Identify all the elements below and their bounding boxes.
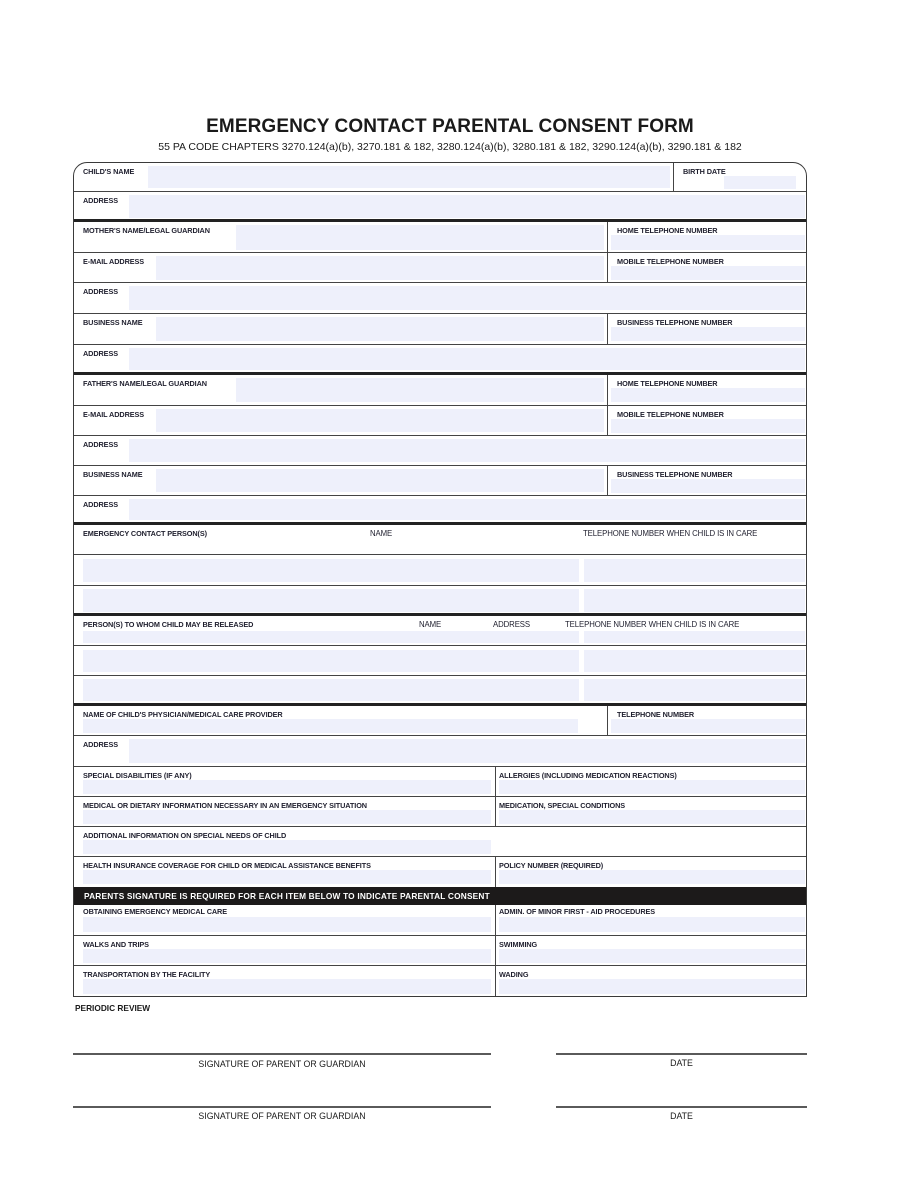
- child-address-label: ADDRESS: [83, 196, 118, 205]
- consent-form: [73, 162, 807, 997]
- signature-line[interactable]: [73, 1053, 491, 1055]
- emergency-name-field[interactable]: [83, 589, 579, 612]
- dietary-label: MEDICAL OR DIETARY INFORMATION NECESSARY IN AN EMERGENCY SITUATION: [83, 801, 367, 810]
- emergency-contact-row: [74, 555, 806, 586]
- mother-business-row: [74, 314, 806, 345]
- consent-first-aid-label: ADMIN. OF MINOR FIRST - AID PROCEDURES: [499, 907, 656, 916]
- father-address-field[interactable]: [129, 439, 805, 462]
- date-line[interactable]: [556, 1053, 807, 1055]
- mother-business-phone-field[interactable]: [611, 327, 805, 341]
- mother-email-field[interactable]: [156, 256, 604, 280]
- release-header-left-field[interactable]: [83, 631, 579, 643]
- consent-row: [74, 966, 806, 997]
- form-title: EMERGENCY CONTACT PARENTAL CONSENT FORM: [206, 116, 694, 137]
- release-name-col-label: NAME: [419, 620, 442, 629]
- mother-mobile-phone-label: MOBILE TELEPHONE NUMBER: [617, 257, 724, 266]
- mother-home-phone-label: HOME TELEPHONE NUMBER: [617, 226, 718, 235]
- release-address-col-label: ADDRESS: [493, 620, 530, 629]
- father-business-name-label: BUSINESS NAME: [83, 470, 143, 479]
- mother-email-row: [74, 253, 806, 283]
- release-name-address-field[interactable]: [83, 679, 579, 701]
- physician-label: NAME OF CHILD'S PHYSICIAN/MEDICAL CARE PROVIDER: [83, 710, 283, 719]
- father-business-name-field[interactable]: [156, 469, 604, 492]
- emergency-phone-field[interactable]: [584, 559, 805, 582]
- release-person-row: [74, 676, 806, 706]
- mother-business-name-label: BUSINESS NAME: [83, 318, 143, 327]
- release-phone-field[interactable]: [584, 650, 805, 672]
- mother-name-label: MOTHER'S NAME/LEGAL GUARDIAN: [83, 226, 210, 235]
- father-mobile-phone-field[interactable]: [611, 419, 805, 433]
- emergency-name-col-label: NAME: [370, 529, 393, 538]
- physician-phone-label: TELEPHONE NUMBER: [617, 710, 695, 719]
- child-name-label: CHILD'S NAME: [83, 167, 135, 176]
- emergency-name-field[interactable]: [83, 559, 579, 582]
- mother-address-label: ADDRESS: [83, 287, 118, 296]
- father-name-label: FATHER'S NAME/LEGAL GUARDIAN: [83, 379, 207, 388]
- father-home-phone-label: HOME TELEPHONE NUMBER: [617, 379, 718, 388]
- father-business-row: [74, 466, 806, 496]
- release-header-row: [74, 616, 806, 646]
- emergency-phone-field[interactable]: [584, 589, 805, 612]
- child-address-row: [74, 192, 806, 222]
- mother-home-phone-field[interactable]: [611, 235, 805, 250]
- consent-swimming-label: SWIMMING: [499, 940, 538, 949]
- birth-date-label: BIRTH DATE: [683, 167, 726, 176]
- consent-transportation-signature[interactable]: [83, 979, 491, 994]
- physician-field[interactable]: [83, 719, 578, 733]
- date-label: DATE: [670, 1058, 693, 1068]
- disabilities-label: SPECIAL DISABILITIES (IF ANY): [83, 771, 192, 780]
- mother-business-address-row: [74, 345, 806, 375]
- policy-number-label: POLICY NUMBER (REQUIRED): [499, 861, 604, 870]
- release-name-address-field[interactable]: [83, 650, 579, 672]
- insurance-row: [74, 857, 806, 887]
- physician-phone-field[interactable]: [611, 719, 805, 733]
- mother-address-field[interactable]: [129, 286, 805, 310]
- consent-first-aid-signature[interactable]: [499, 917, 805, 932]
- father-mobile-phone-label: MOBILE TELEPHONE NUMBER: [617, 410, 724, 419]
- father-email-field[interactable]: [156, 409, 604, 432]
- mother-address-row: [74, 283, 806, 314]
- consent-wading-signature[interactable]: [499, 979, 805, 994]
- consent-wading-label: WADING: [499, 970, 529, 979]
- child-name-row: [74, 163, 806, 192]
- birth-date-field[interactable]: [724, 176, 796, 189]
- physician-row: [74, 706, 806, 736]
- consent-emergency-care-signature[interactable]: [83, 917, 491, 932]
- physician-address-field[interactable]: [129, 739, 805, 763]
- father-email-row: [74, 406, 806, 436]
- physician-address-row: [74, 736, 806, 767]
- disabilities-row: [74, 767, 806, 797]
- emergency-section-label: EMERGENCY CONTACT PERSON(S): [83, 529, 207, 538]
- mother-email-label: E-MAIL ADDRESS: [83, 257, 145, 266]
- consent-emergency-care-label: OBTAINING EMERGENCY MEDICAL CARE: [83, 907, 227, 916]
- consent-walks-trips-label: WALKS AND TRIPS: [83, 940, 149, 949]
- father-home-phone-field[interactable]: [611, 388, 805, 402]
- consent-walks-trips-signature[interactable]: [83, 949, 491, 963]
- father-business-phone-field[interactable]: [611, 479, 805, 493]
- periodic-review-heading: PERIODIC REVIEW: [75, 1003, 151, 1013]
- insurance-label: HEALTH INSURANCE COVERAGE FOR CHILD OR MEDICAL ASSISTANCE BENEFITS: [83, 861, 371, 870]
- emergency-header-row: [74, 525, 806, 555]
- father-name-row: [74, 375, 806, 406]
- form-subtitle: 55 PA CODE CHAPTERS 3270.124(a)(b), 3270.181 & 182, 3280.124(a)(b), 3280.181 & 182, 3290.124(a)(b), 3290.181 & 182: [158, 141, 742, 153]
- mother-name-row: [74, 222, 806, 253]
- release-header-right-field[interactable]: [584, 631, 805, 643]
- child-name-field[interactable]: [148, 166, 670, 188]
- mother-business-address-field[interactable]: [129, 348, 805, 370]
- father-email-label: E-MAIL ADDRESS: [83, 410, 145, 419]
- additional-info-row: [74, 827, 806, 857]
- consent-row: [74, 905, 806, 936]
- release-person-row: [74, 646, 806, 676]
- release-phone-col-label: TELEPHONE NUMBER WHEN CHILD IS IN CARE: [565, 620, 740, 629]
- signature-label: SIGNATURE OF PARENT OR GUARDIAN: [198, 1111, 366, 1121]
- date-label: DATE: [670, 1111, 693, 1121]
- disabilities-field[interactable]: [83, 780, 491, 794]
- policy-number-field[interactable]: [499, 870, 805, 884]
- signature-label: SIGNATURE OF PARENT OR GUARDIAN: [198, 1059, 366, 1069]
- emergency-contact-row: [74, 586, 806, 616]
- allergies-field[interactable]: [499, 780, 805, 794]
- father-business-address-field[interactable]: [129, 499, 805, 520]
- father-address-label: ADDRESS: [83, 440, 118, 449]
- consent-transportation-label: TRANSPORTATION BY THE FACILITY: [83, 970, 211, 979]
- release-phone-field[interactable]: [584, 679, 805, 701]
- mother-name-field[interactable]: [236, 225, 604, 250]
- mother-mobile-phone-field[interactable]: [611, 266, 805, 280]
- dietary-row: [74, 797, 806, 827]
- dietary-field[interactable]: [83, 810, 491, 824]
- father-business-address-row: [74, 496, 806, 525]
- father-business-phone-label: BUSINESS TELEPHONE NUMBER: [617, 470, 733, 479]
- father-address-row: [74, 436, 806, 466]
- emergency-phone-col-label: TELEPHONE NUMBER WHEN CHILD IS IN CARE: [583, 529, 758, 538]
- physician-address-label: ADDRESS: [83, 740, 118, 749]
- consent-swimming-signature[interactable]: [499, 949, 805, 963]
- allergies-label: ALLERGIES (INCLUDING MEDICATION REACTIONS): [499, 771, 677, 780]
- father-name-field[interactable]: [236, 378, 604, 402]
- medication-label: MEDICATION, SPECIAL CONDITIONS: [499, 801, 626, 810]
- child-address-field[interactable]: [129, 195, 805, 218]
- father-business-address-label: ADDRESS: [83, 500, 118, 509]
- consent-banner: PARENTS SIGNATURE IS REQUIRED FOR EACH ITEM BELOW TO INDICATE PARENTAL CONSENT: [74, 887, 806, 905]
- mother-business-name-field[interactable]: [156, 317, 604, 341]
- consent-row: [74, 936, 806, 966]
- additional-info-field[interactable]: [83, 840, 491, 854]
- mother-business-phone-label: BUSINESS TELEPHONE NUMBER: [617, 318, 733, 327]
- medication-field[interactable]: [499, 810, 805, 824]
- date-line[interactable]: [556, 1106, 807, 1108]
- release-section-label: PERSON(S) TO WHOM CHILD MAY BE RELEASED: [83, 620, 254, 629]
- additional-info-label: ADDITIONAL INFORMATION ON SPECIAL NEEDS OF CHILD: [83, 831, 287, 840]
- insurance-field[interactable]: [83, 870, 491, 884]
- mother-business-address-label: ADDRESS: [83, 349, 118, 358]
- signature-line[interactable]: [73, 1106, 491, 1108]
